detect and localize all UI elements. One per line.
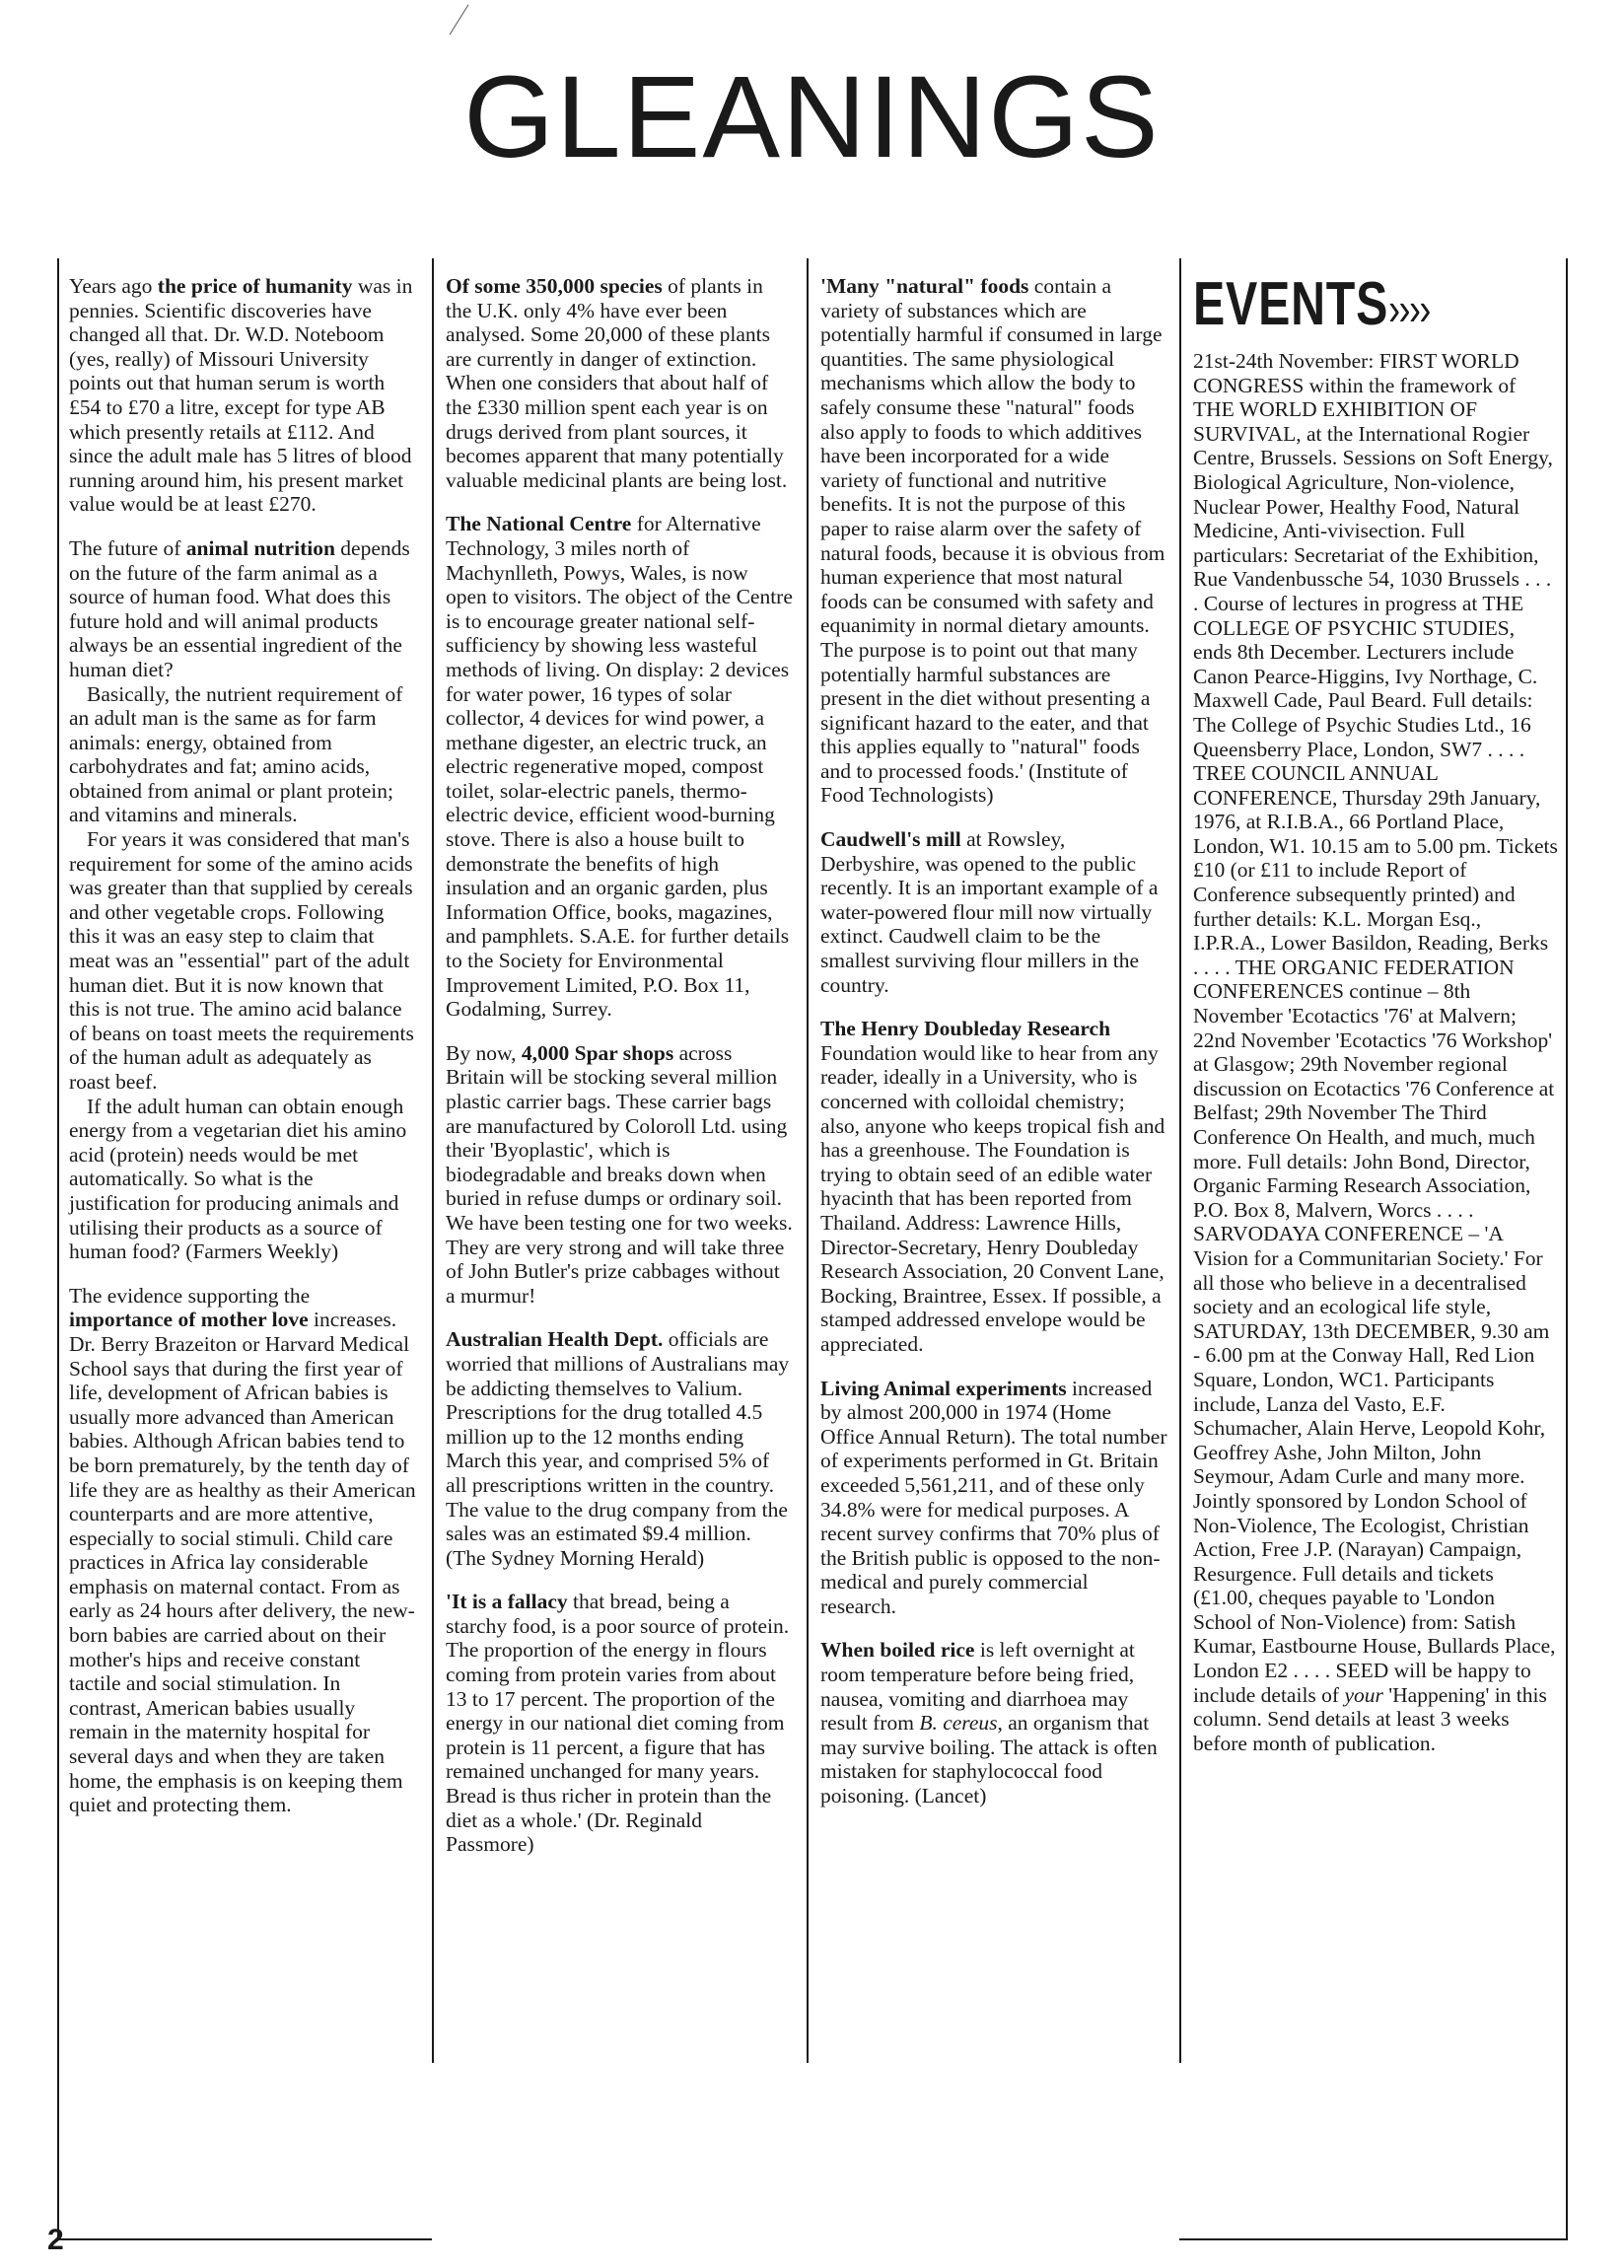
article-mother-love: The evidence supporting the importance of mother love increases. Dr. Berry Brazeiton or Harvard Medical School says that during the first year of life, development of African babies is usually more advanced than American babies. Although African babies tend to be born prematurely, by the tenth day of life they are as healthy as their American counterparts and are more attentive, especially to social stimuli. Child care practices in Africa lay considerable emphasis on maternal contact. From as early as 24 hours after delivery, the new-born babies are carried about on their mother's hips and receive constant tactile and social stimulation. In contrast, American babies usually remain in the maternity hospital for several days and when they are taken home, the emphasis is on keeping them quiet and protecting them. bbox=[69, 1283, 416, 1817]
article-national-centre: The National Centre for Alternative Technology, 3 miles north of Machynlleth, Powys, Wales, is now open to visitors. The object of the Centre is to encourage greater national self-sufficiency by showing less wasteful methods of living. On display: 2 devices for water power, 16 types of solar collector, 4 devices for wind power, a methane digester, an electric truck, an electric regenerative moped, compost toilet, solar-electric panels, thermo-electric device, efficient wood-burning stove. There is also a house built to demonstrate the benefits of high insulation and an organic garden, plus Information Office, books, magazines, and pamphlets. S.A.E. for further details to the Society for Environmental Improvement Limited, P.O. Box 11, Godalming, Surrey. bbox=[446, 512, 793, 1022]
article-plant-species: Of some 350,000 species of plants in the U.K. only 4% have ever been analysed. Some 20,000 of these plants are currently in danger of extinction. When one considers that about half of the £330 million spent each year is on drugs derived from plant sources, it becomes apparent that many potentially valuable medicinal plants are being lost. bbox=[446, 274, 788, 492]
pen-mark bbox=[450, 4, 469, 35]
rule-bottom-right bbox=[1179, 2238, 1568, 2240]
arrows-icon: ›››› bbox=[1388, 283, 1430, 334]
events-heading: EVENTS›››› bbox=[1193, 270, 1430, 338]
column-1 bbox=[69, 274, 416, 1837]
article-boiled-rice: When boiled rice is left overnight at room temperature before being fried, nausea, vomiting and diarrhoea may result from B. cereus, an organism that may survive boiling. The attack is often mistaken for staphylococcal food poisoning. (Lancet) bbox=[820, 1638, 1158, 1808]
column-2 bbox=[446, 274, 793, 1877]
events-column bbox=[1193, 270, 1558, 1775]
article-animal-experiments: Living Animal experiments increased by almost 200,000 in 1974 (Home Office Annual Return). The total number of experiments performed in Gt. Britain exceeded 5,561,211, and of these only 34.8% were for medical purposes. A recent survey confirms that 70% plus of the British public is opposed to the non-medical and purely commercial research. bbox=[820, 1376, 1167, 1618]
article-animal-nutrition-p2: Basically, the nutrient requirement of an adult man is the same as for farm animals: energy, obtained from carbohydrates and fat; amino acids, obtained from animal or plant protein; and vitamins and minerals. bbox=[69, 681, 403, 827]
article-natural-foods: 'Many "natural" foods contain a variety of substances which are potentially harmful if consumed in large quantities. The same physiological mechanisms which allow the body to safely consume these "natural" foods also apply to foods to which additives have been incorporated for a wide variety of functional and nutritive benefits. It is not the purpose of this paper to raise alarm over the safety of natural foods, because it is obvious from human experience that most natural foods can be consumed with safety and equanimity in normal dietary amounts. The purpose is to point out that many potentially harmful substances are present in the diet without presenting a significant hazard to the eater, and that this applies equally to "natural" foods and to processed foods.' (Institute of Food Technologists) bbox=[820, 274, 1165, 808]
column-3 bbox=[820, 274, 1167, 1828]
article-australian-health: Australian Health Dept. officials are worried that millions of Australians may be addicting themselves to Valium. Prescriptions for the drug totalled 4.5 million up to the 12 months ending March this year, and comprised 5% of all prescriptions written in the country. The value to the drug company from the sales was an estimated $9.4 million. (The Sydney Morning Herald) bbox=[446, 1327, 790, 1570]
article-animal-nutrition-p4: If the adult human can obtain enough energy from a vegetarian diet his amino acid (protein) needs would be met automatically. So what is the justification for producing animals and utilising their products as a source of human food? (Farmers Weekly) bbox=[69, 1094, 407, 1264]
article-henry-doubleday: The Henry Doubleday Research Foundation would like to hear from any reader, ideally in a University, who is concerned with colloidal chemistry; also, anyone who keeps tropical fish and has a greenhouse. The Foundation is trying to obtain seed of an edible water hyacinth that has been reported from Thailand. Address: Lawrence Hills, Director-Secretary, Henry Doubleday Research Association, 20 Convent Lane, Bocking, Braintree, Essex. If possible, a stamped addressed envelope would be appreciated. bbox=[820, 1017, 1165, 1356]
article-caudwells-mill: Caudwell's mill at Rowsley, Derbyshire, was opened to the public recently. It is an important example of a water-powered flour mill now virtually extinct. Caudwell claim to be the smallest surviving flour millers in the country. bbox=[820, 827, 1159, 997]
article-animal-nutrition: The future of animal nutrition depends on the future of the farm animal as a source of human food. What does this future hold and will animal products always be an essential ingredient of the human diet? bbox=[69, 535, 410, 681]
rule-bottom-left bbox=[57, 2238, 432, 2240]
rule-col4-left bbox=[1179, 258, 1181, 2063]
rule-left bbox=[57, 258, 59, 2240]
rule-col3-left bbox=[807, 258, 809, 2063]
rule-right bbox=[1566, 258, 1568, 2240]
article-animal-nutrition-p3: For years it was considered that man's requirement for some of the amino acids was greater than that supplied by cereals and other vegetable crops. Following this it was an easy step to claim that meat was an "essential" part of the adult human diet. But it is now known that this is not true. The amino acid balance of beans on toast meets the requirements of the human adult as adequately as roast beef. bbox=[69, 827, 414, 1094]
article-price-of-humanity: Years ago the price of humanity was in pennies. Scientific discoveries have changed all that. Dr. W.D. Noteboom (yes, really) of Missouri University points out that human serum is worth £54 to £70 a litre, except for type AB which presently retails at £112. And since the adult male has 5 litres of blood running around him, his present market value would be at least £270. bbox=[69, 274, 413, 517]
events-listing: 21st-24th November: FIRST WORLD CONGRESS within the framework of THE WORLD EXHIBITION OF SURVIVAL, at the International Rogier Centre, Brussels. Sessions on Soft Energy, Biological Agriculture, Non-violence, Nuclear Power, Healthy Food, Natural Medicine, Anti-vivisection. Full particulars: Secretariat of the Exhibition, Rue Vandenbussche 54, 1030 Brussels . . . . Course of lectures in progress at THE COLLEGE OF PSYCHIC STUDIES, ends 8th December. Lecturers include Canon Pearce-Higgins, Ivy Northage, C. Maxwell Cade, Paul Beard. Full details: The College of Psychic Studies Ltd., 16 Queensberry Place, London, SW7 . . . . TREE COUNCIL ANNUAL CONFERENCE, Thursday 29th January, 1976, at R.I.B.A., 66 Portland Place, London, W1. 10.15 am to 5.00 pm. Tickets £10 (or £11 to include Report of Conference subsequently printed) and further details: K.L. Morgan Esq., I.P.R.A., Lower Basildon, Reading, Berks . . . . THE ORGANIC FEDERATION CONFERENCES continue – 8th November 'Ecotactics '76' at Malvern; 22nd November 'Ecotactics '76 Workshop' at Glasgow; 29th November regional discussion on Ecotactics '76 Conference at Belfast; 29th November The Third Conference On Health, and much, much more. Full details: John Bond, Director, Organic Farming Research Association, P.O. Box 8, Malvern, Worcs . . . . SARVODAYA CONFERENCE – 'A Vision for a Communitarian Society.' For all those who believe in a decentralised society and an ecological life style, SATURDAY, 13th DECEMBER, 9.30 am - 6.00 pm at the Conway Hall, Red Lion Square, London, WC1. Participants include, Lanza del Vasto, E.F. Schumacher, Alain Herve, Leopold Kohr, Geoffrey Ashe, John Milton, John Seymour, Adam Curle and many more. Jointly sponsored by London School of Non-Violence, The Ecologist, Christian Action, Free J.P. (Narayan) Campaign, Resurgence. Full details and tickets (£1.00, cheques payable to 'London School of Non-Violence) from: Satish Kumar, Eastbourne House, Bullards Place, London E2 . . . . SEED will be happy to include details of your 'Happening' in this column. Send details at least 3 weeks before month of publication. bbox=[1193, 349, 1558, 1755]
article-spar-shops: By now, 4,000 Spar shops across Britain will be stocking several million plastic carrier bags. These carrier bags are manufactured by Coloroll Ltd. using their 'Byoplastic', which is biodegradable and breaks down when buried in refuse dumps or ordinary soil. We have been testing one for two weeks. They are very strong and will take three of John Butler's prize cabbages without a murmur! bbox=[446, 1040, 793, 1308]
page-number: 2 bbox=[47, 2224, 64, 2256]
page-title: GLEANINGS bbox=[463, 52, 1161, 182]
article-bread-fallacy: 'It is a fallacy that bread, being a starchy food, is a poor source of protein. The proportion of the energy in flours coming from protein varies from about 13 to 17 percent. The proportion of the energy in our national diet coming from protein is 11 percent, a figure that has remained unchanged for many years. Bread is thus richer in protein than the diet as a whole.' (Dr. Reginald Passmore) bbox=[446, 1590, 790, 1857]
rule-col2-left bbox=[432, 258, 434, 2063]
